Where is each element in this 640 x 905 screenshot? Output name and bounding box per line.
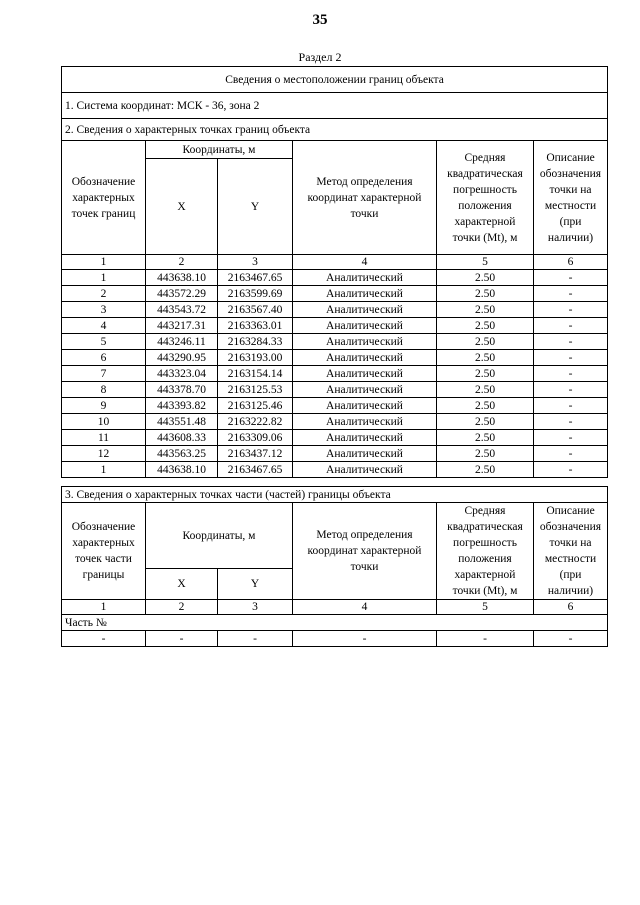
- coord-x: 443638.10: [146, 270, 218, 286]
- table-row: [62, 382, 608, 398]
- part-header-coordinates: Координаты, м: [146, 503, 293, 569]
- method: Аналитический: [293, 446, 437, 462]
- table-row: [62, 286, 608, 302]
- coord-y: 2163222.82: [218, 414, 293, 430]
- point-id: 4: [62, 318, 146, 334]
- column-number: 3: [218, 600, 293, 615]
- boundary-points-table: [61, 66, 608, 478]
- header-coordinates: Координаты, м: [146, 141, 293, 159]
- header-designation: Обозначение характерных точек границ: [62, 141, 146, 255]
- method: Аналитический: [293, 302, 437, 318]
- column-number: 6: [534, 600, 608, 615]
- header-x: X: [146, 159, 218, 255]
- column-number: 5: [437, 255, 534, 270]
- description: -: [534, 350, 608, 366]
- header-description: Описание обозначения точки на местности (при наличии): [534, 141, 608, 255]
- point-id: 6: [62, 350, 146, 366]
- error: 2.50: [437, 366, 534, 382]
- table-row: [62, 350, 608, 366]
- boundary-points-title: 2. Сведения о характерных точках границ объекта: [62, 119, 608, 141]
- description: -: [534, 430, 608, 446]
- method: Аналитический: [293, 286, 437, 302]
- method: -: [293, 631, 437, 647]
- error: 2.50: [437, 270, 534, 286]
- point-id: -: [62, 631, 146, 647]
- coord-x: 443323.04: [146, 366, 218, 382]
- header-y: Y: [218, 159, 293, 255]
- column-number: 6: [534, 255, 608, 270]
- error: 2.50: [437, 286, 534, 302]
- point-id: 12: [62, 446, 146, 462]
- coord-y: 2163363.01: [218, 318, 293, 334]
- table-row: [62, 398, 608, 414]
- description: -: [534, 382, 608, 398]
- method: Аналитический: [293, 334, 437, 350]
- error: 2.50: [437, 334, 534, 350]
- coord-x: 443378.70: [146, 382, 218, 398]
- point-id: 8: [62, 382, 146, 398]
- part-header-x: X: [146, 569, 218, 600]
- column-number: 5: [437, 600, 534, 615]
- method: Аналитический: [293, 462, 437, 478]
- method: Аналитический: [293, 366, 437, 382]
- table-row: [62, 270, 608, 286]
- part-header-y: Y: [218, 569, 293, 600]
- part-header-description: Описание обозначения точки на местности (при наличии): [534, 503, 608, 600]
- description: -: [534, 366, 608, 382]
- part-title: 3. Сведения о характерных точках части (частей) границы объекта: [62, 487, 608, 503]
- column-number: 2: [146, 255, 218, 270]
- method: Аналитический: [293, 350, 437, 366]
- description: -: [534, 286, 608, 302]
- description: -: [534, 334, 608, 350]
- column-number: 2: [146, 600, 218, 615]
- method: Аналитический: [293, 270, 437, 286]
- method: Аналитический: [293, 398, 437, 414]
- column-number: 4: [293, 255, 437, 270]
- coord-x: 443290.95: [146, 350, 218, 366]
- point-id: 9: [62, 398, 146, 414]
- point-id: 1: [62, 462, 146, 478]
- description: -: [534, 302, 608, 318]
- error: 2.50: [437, 398, 534, 414]
- column-number: 4: [293, 600, 437, 615]
- coord-y: 2163125.46: [218, 398, 293, 414]
- coord-x: 443543.72: [146, 302, 218, 318]
- coord-y: 2163437.12: [218, 446, 293, 462]
- error: 2.50: [437, 318, 534, 334]
- coord-x: 443608.33: [146, 430, 218, 446]
- column-number: 3: [218, 255, 293, 270]
- point-id: 7: [62, 366, 146, 382]
- coordinate-system: 1. Система координат: МСК - 36, зона 2: [62, 93, 608, 119]
- error: 2.50: [437, 302, 534, 318]
- table-row: [62, 302, 608, 318]
- table-row: [62, 318, 608, 334]
- point-id: 10: [62, 414, 146, 430]
- description: -: [534, 631, 608, 647]
- part-label: Часть №: [62, 615, 608, 631]
- table-row: [62, 334, 608, 350]
- error: 2.50: [437, 430, 534, 446]
- table-row: [62, 446, 608, 462]
- point-id: 3: [62, 302, 146, 318]
- column-number: 1: [62, 600, 146, 615]
- error: 2.50: [437, 414, 534, 430]
- error: 2.50: [437, 462, 534, 478]
- coord-y: 2163467.65: [218, 270, 293, 286]
- coord-y: 2163154.14: [218, 366, 293, 382]
- method: Аналитический: [293, 318, 437, 334]
- column-numbers-row: [62, 255, 608, 270]
- header-error: Средняя квадратическая погрешность положения характерной точки (Mt), м: [437, 141, 534, 255]
- coord-x: -: [146, 631, 218, 647]
- coord-x: 443551.48: [146, 414, 218, 430]
- coord-y: 2163599.69: [218, 286, 293, 302]
- part-column-numbers-row: [62, 600, 608, 615]
- section-label: Раздел 2: [298, 50, 342, 64]
- point-id: 5: [62, 334, 146, 350]
- coord-y: -: [218, 631, 293, 647]
- table-row: [62, 430, 608, 446]
- column-number: 1: [62, 255, 146, 270]
- coord-y: 2163309.06: [218, 430, 293, 446]
- header-method: Метод определения координат характерной точки: [293, 141, 437, 255]
- method: Аналитический: [293, 382, 437, 398]
- point-id: 1: [62, 270, 146, 286]
- coord-y: 2163467.65: [218, 462, 293, 478]
- coord-x: 443563.25: [146, 446, 218, 462]
- point-id: 2: [62, 286, 146, 302]
- description: -: [534, 462, 608, 478]
- coord-x: 443638.10: [146, 462, 218, 478]
- description: -: [534, 414, 608, 430]
- error: 2.50: [437, 446, 534, 462]
- table-row: [62, 414, 608, 430]
- coord-x: 443217.31: [146, 318, 218, 334]
- error: 2.50: [437, 382, 534, 398]
- description: -: [534, 270, 608, 286]
- coord-y: 2163125.53: [218, 382, 293, 398]
- coord-x: 443572.29: [146, 286, 218, 302]
- page-number: 35: [312, 12, 328, 28]
- description: -: [534, 398, 608, 414]
- coord-y: 2163567.40: [218, 302, 293, 318]
- description: -: [534, 318, 608, 334]
- main-title: Сведения о местоположении границ объекта: [62, 67, 608, 93]
- coord-x: 443246.11: [146, 334, 218, 350]
- part-header-designation: Обозначение характерных точек части границы: [62, 503, 146, 600]
- part-header-method: Метод определения координат характерной точки: [293, 503, 437, 600]
- method: Аналитический: [293, 414, 437, 430]
- error: -: [437, 631, 534, 647]
- coord-x: 443393.82: [146, 398, 218, 414]
- table-row: [62, 366, 608, 382]
- part-header-error: Средняя квадратическая погрешность положения характерной точки (Mt), м: [437, 503, 534, 600]
- part-points-table: [61, 486, 608, 647]
- error: 2.50: [437, 350, 534, 366]
- description: -: [534, 446, 608, 462]
- method: Аналитический: [293, 430, 437, 446]
- point-id: 11: [62, 430, 146, 446]
- part-table-row: [62, 631, 608, 647]
- coord-y: 2163284.33: [218, 334, 293, 350]
- coord-y: 2163193.00: [218, 350, 293, 366]
- table-row: [62, 462, 608, 478]
